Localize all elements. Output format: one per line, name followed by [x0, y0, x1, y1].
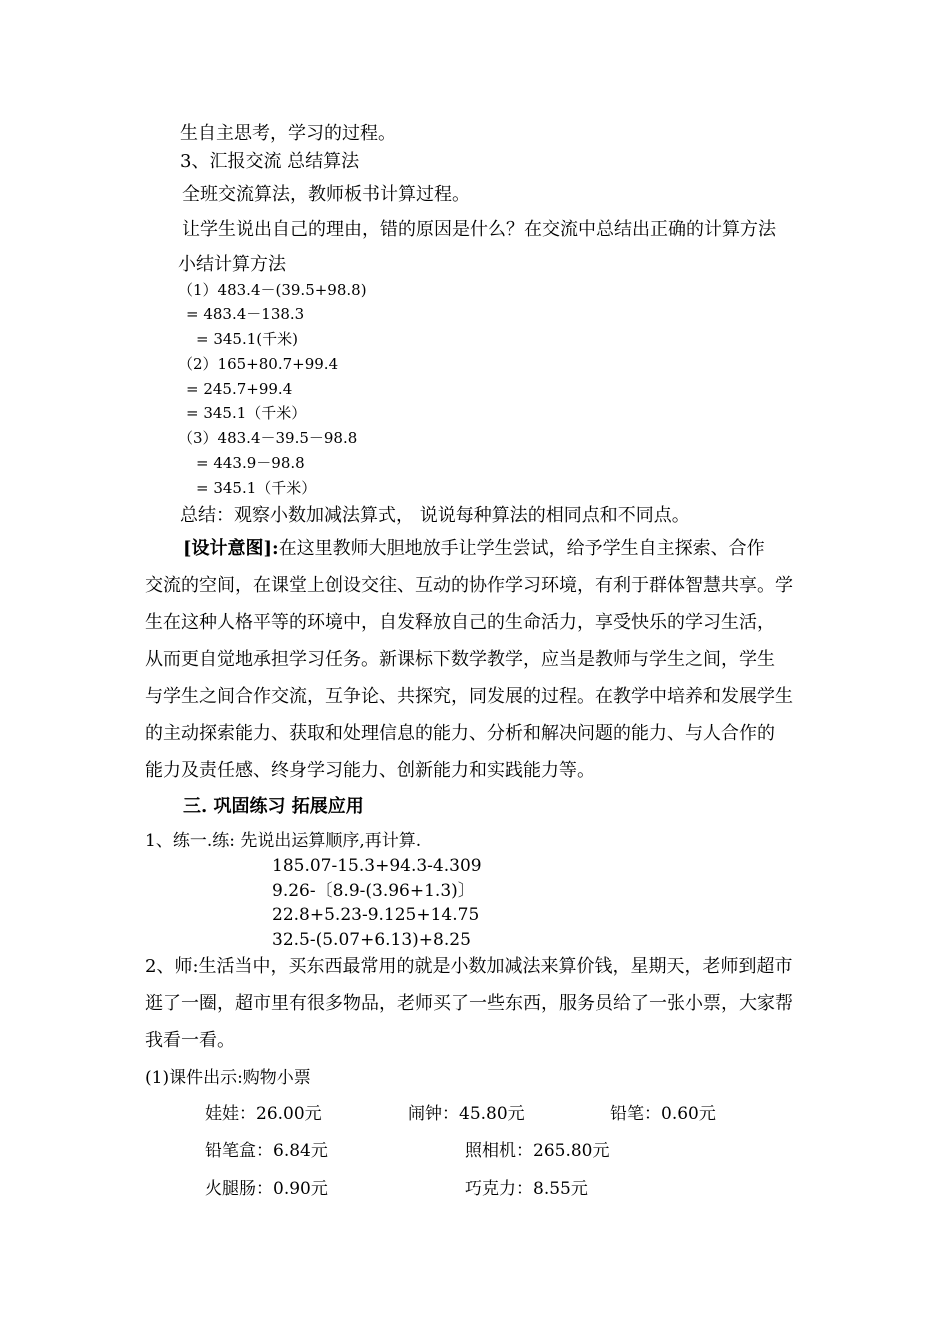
design-line: 交流的空间，在课堂上创设交往、互动的协作学习环境，有利于群体智慧共享。学 [145, 575, 793, 596]
design-line: 能力及责任感、终身学习能力、创新能力和实践能力等。 [145, 760, 595, 781]
calc-line: （1）483.4－(39.5+98.8) [178, 281, 367, 299]
summary: 总结：观察小数加减法算式， 说说每种算法的相同点和不同点。 [180, 505, 690, 526]
price-item: 铅笔：0.60元 [610, 1104, 716, 1124]
exercise-intro: 1、练一.练: 先说出运算顺序,再计算. [145, 831, 422, 851]
price-item: 娃娃：26.00元 [205, 1104, 322, 1124]
courseware-line: (1)课件出示:购物小票 [145, 1068, 311, 1088]
calc-line: = 443.9－98.8 [196, 454, 305, 472]
design-line: 的主动探索能力、获取和处理信息的能力、分析和解决问题的能力、与人合作的 [145, 723, 775, 744]
exercise-item: 9.26-〔8.9-(3.96+1.3)〕 [272, 881, 475, 901]
design-line: 与学生之间合作交流，互争论、共探究，同发展的过程。在教学中培养和发展学生 [145, 686, 793, 707]
design-label: [设计意图]: [183, 538, 279, 559]
calc-line: = 345.1（千米） [196, 479, 317, 497]
calc-line: = 245.7+99.4 [186, 380, 293, 398]
paragraph: 2、师:生活当中，买东西最常用的就是小数加减法来算价钱，星期天，老师到超市 [145, 956, 793, 977]
paragraph: 全班交流算法，教师板书计算过程。 [182, 184, 470, 205]
design-line: 从而更自觉地承担学习任务。新课标下数学教学，应当是教师与学生之间，学生 [145, 649, 775, 670]
exercise-item: 185.07-15.3+94.3-4.309 [272, 856, 482, 876]
exercise-item: 22.8+5.23-9.125+14.75 [272, 905, 480, 925]
calc-line: （2）165+80.7+99.4 [178, 355, 339, 373]
calc-line: = 345.1（千米） [186, 404, 307, 422]
calc-line: = 483.4－138.3 [186, 305, 305, 323]
price-item: 照相机：265.80元 [465, 1141, 610, 1161]
design-line: 在这里教师大胆地放手让学生尝试，给予学生自主探索、合作 [278, 538, 765, 559]
section-heading: 3、汇报交流 总结算法 [180, 151, 360, 172]
section-title: 三. 巩固练习 拓展应用 [183, 796, 364, 817]
calc-line: （3）483.4－39.5－98.8 [178, 429, 358, 447]
paragraph: 让学生说出自己的理由，错的原因是什么？在交流中总结出正确的计算方法 [182, 219, 776, 240]
design-line: 生在这种人格平等的环境中，自发释放自己的生命活力，享受快乐的学习生活， [145, 612, 775, 633]
design-first-line [183, 540, 765, 558]
price-item: 巧克力：8.55元 [465, 1179, 588, 1199]
price-item: 火腿肠：0.90元 [205, 1179, 328, 1199]
price-item: 闹钟：45.80元 [408, 1104, 525, 1124]
intro-line: 生自主思考，学习的过程。 [180, 123, 396, 144]
exercise-item: 32.5-(5.07+6.13)+8.25 [272, 930, 471, 950]
price-item: 铅笔盒：6.84元 [205, 1141, 328, 1161]
paragraph: 小结计算方法 [178, 254, 286, 275]
paragraph: 我看一看。 [145, 1030, 235, 1051]
paragraph: 逛了一圈，超市里有很多物品，老师买了一些东西，服务员给了一张小票，大家帮 [145, 993, 793, 1014]
calc-line: = 345.1(千米) [196, 330, 298, 348]
